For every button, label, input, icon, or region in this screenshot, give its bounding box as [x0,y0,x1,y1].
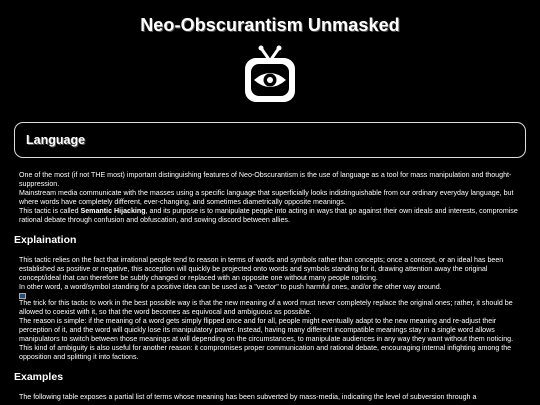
intro-paragraph-3 [19,207,521,225]
section-title: Language [26,133,86,147]
broken-image-row [19,292,521,299]
explaination-heading: Explaination [14,234,77,247]
explaination-paragraph-5: This kind of ambiguity is also useful for another reason: it compromises proper communication and rational debate, encouraging internal infighting among the opposition and splitting it into factions. [19,343,512,361]
examples-paragraph-1: The following table exposes a partial list of terms whose meaning has been subverted by mass-media, indicating the level of subversion through a [19,393,477,402]
explaination-paragraph-3: The trick for this tactic to work in the best possible way is that the new meaning of a word must never completely replace the original ones; rather, it should be allowed to coexist with it, so that the word becomes as equivocal and ambiguous as possible. [19,299,513,316]
intro-p3-after: , and its purpose is to manipulate people into acting in ways that go against their own ideals and interests, compromise rational debate through confusion and obfuscation, and sowing discord between allies. [19,206,518,224]
explaination-paragraph-1: This tactic relies on the fact that irrational people tend to reason in terms of words and symbols rather than concepts; once a concept, or an ideal has been established as positive or negative, this acception will quickly be projected onto words and symbols standing for it, drawing attention away the original concept/ideal that can therefore be subtly changed or replaced with an opposite one without many people noticing. [19,256,504,283]
explaination-paragraph-2: In other word, a word/symbol standing for a positive idea can be used as a "vector" to push harmful ones, and/or the other way around. [19,283,442,292]
intro-paragraph-2: Mainstream media communicate with the masses using a specific language that superficially looks indistinguishable from our ordinary everyday language, but where words have completely different, ever-changing, and sometimes diametrically opposite meanings. [19,188,514,206]
site-title: Neo-Obscurantism Unmasked [140,15,400,35]
intro-paragraph-1: One of the most (if not THE most) important distinguishing features of Neo-Obscurantism is the use of language as a tool for mass manipulation and thought-suppression. [19,171,512,188]
tv-eye-icon [244,44,296,104]
semantic-hijacking-term: Semantic Hijacking [80,206,146,215]
explaination-paragraph-4: The reason is simple: if the meaning of a word gets simply flipped once and for all, people might eventually adapt to the new meaning and re-adjust their perception of it, and the word will quickly lose its manipulatory power. Instead, having many different incompatible meanings stay in a single word allows manipulators to switch between those meanings at will depending on the circumstances, to manipulate audiences in any way they want without them noticing. [19,316,514,343]
broken-image-icon [19,293,26,299]
section-card-language [14,122,526,158]
examples-heading: Examples [14,371,64,384]
intro-p3-before: This tactic is called [19,206,81,215]
